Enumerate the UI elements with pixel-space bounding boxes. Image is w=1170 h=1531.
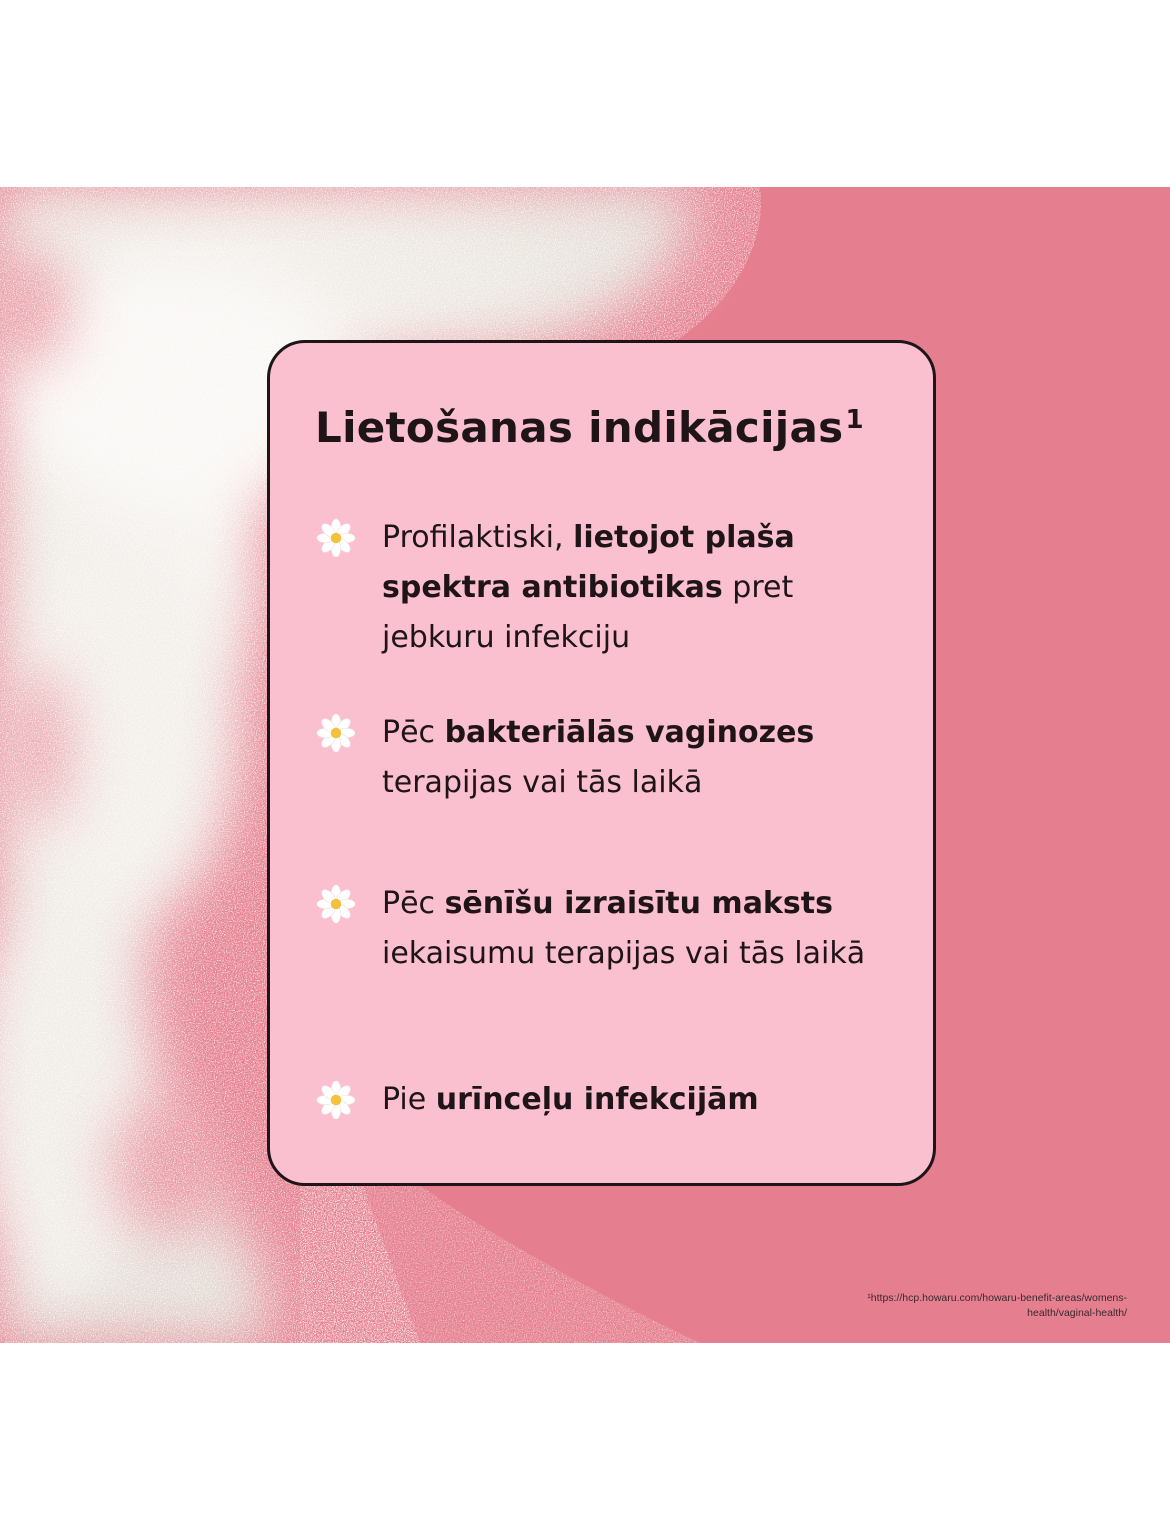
banner bbox=[0, 187, 1170, 1343]
indication-text: Profilaktiski, lietojot plaša spektra antibiotikas pret jebkuru infekciju bbox=[382, 520, 795, 655]
footnote-line: ¹https://hcp.howaru.com/howaru-benefit-areas/womens- bbox=[867, 1292, 1127, 1304]
daisy-icon bbox=[315, 1079, 357, 1121]
daisy-icon bbox=[315, 712, 357, 754]
daisy-icon bbox=[315, 517, 357, 559]
indication-text: Pie urīnceļu infekcijām bbox=[382, 1082, 759, 1117]
footnote-line: health/vaginal-health/ bbox=[1027, 1307, 1127, 1319]
indication-text: Pēc bakteriālās vaginozes terapijas vai tās laikā bbox=[382, 715, 815, 800]
indications-card bbox=[267, 340, 936, 1186]
card-title: Lietošanas indikācijas$^1$ bbox=[315, 403, 864, 452]
indication-text: Pēc sēnīšu izraisītu maksts iekaisumu terapijas vai tās laikā bbox=[382, 886, 866, 971]
footnote-reference: 1 bbox=[845, 405, 864, 435]
daisy-icon bbox=[315, 883, 357, 925]
footnote-source bbox=[727, 1291, 1127, 1321]
